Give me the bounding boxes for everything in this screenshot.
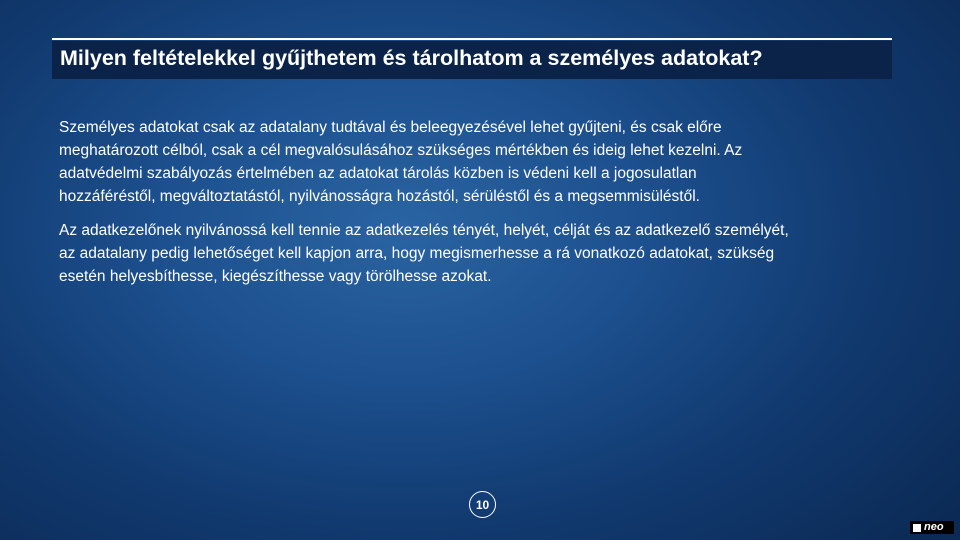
page-number-badge (469, 491, 496, 518)
paragraph-2-line: az adatalany pedig lehetőséget kell kapjon arra, hogy megismerhesse a rá vonatkozó adatokat, szükség (59, 245, 775, 262)
neo-logo (910, 521, 954, 534)
paragraph-1-line: hozzáféréstől, megváltoztatástól, nyilvánosságra hozástól, sérüléstől és a megsemmisüléstől. (59, 188, 700, 205)
logo-text: neo (924, 521, 944, 533)
paragraph-1-line: adatvédelmi szabályozás értelmében az adatokat tárolás közben is védeni kell a jogosulatlan (59, 165, 697, 182)
paragraph-1-line: Személyes adatokat csak az adatalany tudtával és beleegyezésével lehet gyűjteni, és csak előre (59, 119, 722, 136)
title-band (52, 41, 892, 79)
paragraph-2-line: Az adatkezelőnek nyilvánossá kell tennie az adatkezelés tényét, helyét, célját és az adatkezelő személyét, (59, 222, 789, 239)
paragraph-1-line: meghatározott célból, csak a cél megvalósulásához szükséges mértékben és ideig lehet kezelni. Az (59, 142, 743, 159)
paragraph-2 (59, 219, 899, 288)
paragraph-1 (59, 116, 899, 208)
page-number: 10 (475, 497, 490, 512)
logo-square-icon (913, 524, 921, 532)
title-top-rule (52, 38, 892, 40)
paragraph-2-line: esetén helyesbíthesse, kiegészíthesse vagy törölhesse azokat. (59, 268, 492, 285)
slide-body (59, 116, 899, 288)
slide-title: Milyen feltételekkel gyűjthetem és tárolhatom a személyes adatokat? (60, 46, 763, 70)
